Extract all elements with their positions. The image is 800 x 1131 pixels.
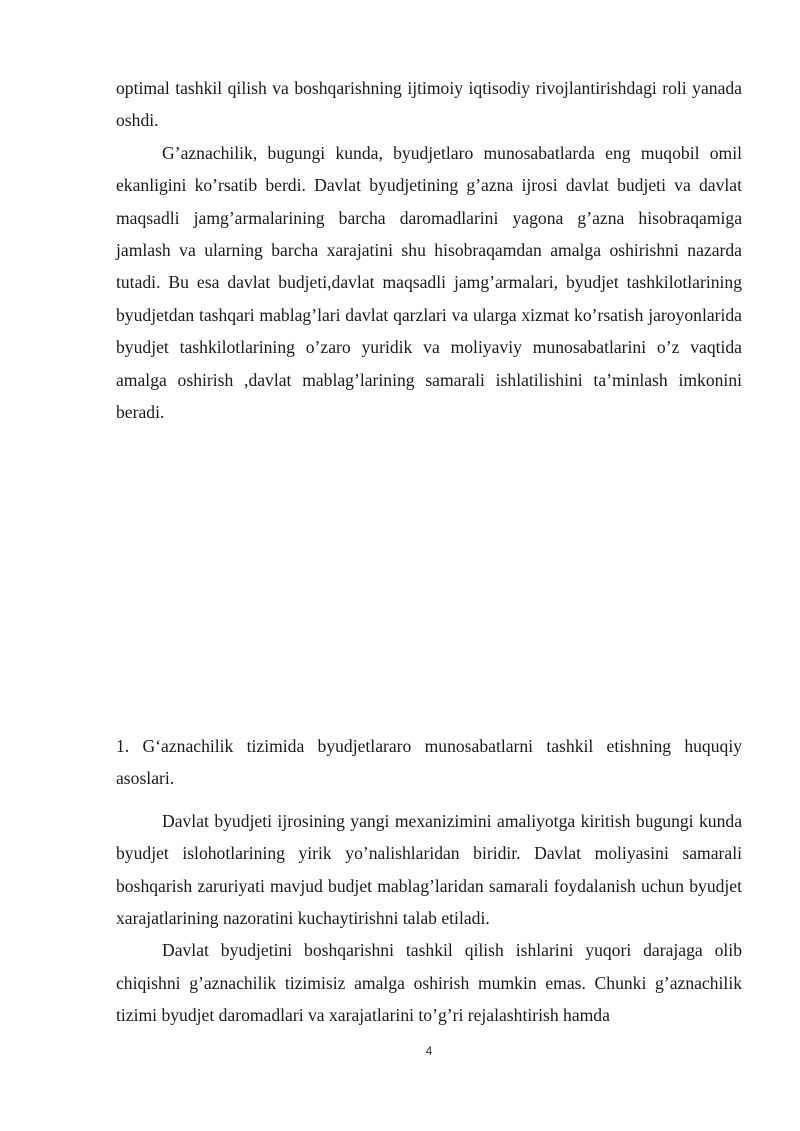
paragraph-gaznachilik-intro: G’aznachilik, bugungi kunda, byudjetlaro munosabatlarda eng muqobil omil ekanligini ko’rsatib berdi. Davlat byudjetining g’azna ijrosi davlat budjeti va davlat maqsadli jamg’armalarining barcha daromadlarini yagona g’azna hisobraqamiga jamlash va ularning barcha xarajatini shu hisobraqamdan amalga oshirishni nazarda tutadi. Bu esa davlat budjeti,davlat maqsadli jamg’armalari, byudjet tashkilotlarining byudjetdan tashqari mablag’lari davlat qarzlari va ularga xizmat ko’rsatish jaroyonlarida byudjet tashkilotlarining o’zaro yuridik va moliyaviy munosabatlarini o’z vaqtida amalga oshirish ,davlat mablag’larining samarali ishlatilishini ta’minlash imkonini beradi.	[116, 142, 742, 423]
paragraph-continuation: optimal tashkil qilish va boshqarishning ijtimoiy iqtisodiy rivojlantirishdagi roli yanada oshdi.	[116, 78, 742, 131]
paragraph-budget-management: Davlat byudjetini boshqarishni tashkil qilish ishlarini yuqori darajaga olib chiqishni g’aznachilik tizimisiz amalga oshirish mumkin emas. Chunki g’aznachilik tizimi byudjet daromadlari va xarajatlarini to’g’ri rejalashtirish hamda	[116, 940, 742, 1026]
bottom-text-block	[116, 730, 742, 1032]
top-text-block	[116, 72, 742, 428]
section-heading: 1. G‘aznachilik tizimida byudjetlararo munosabatlarni tashkil etishning huquqiy asoslari.	[116, 736, 742, 789]
page-number: 4	[425, 1044, 433, 1058]
paragraph-budget-mechanism: Davlat byudjeti ijrosining yangi mexanizimini amaliyotga kiritish bugungi kunda byudjet islohotlarining yirik yo’nalishlaridan biridir. Davlat moliyasini samarali boshqarish zaruriyati mavjud budjet mablag’laridan samarali foydalanish uchun byudjet xarajatlarining nazoratini kuchaytirishni talab etiladi.	[116, 810, 742, 929]
